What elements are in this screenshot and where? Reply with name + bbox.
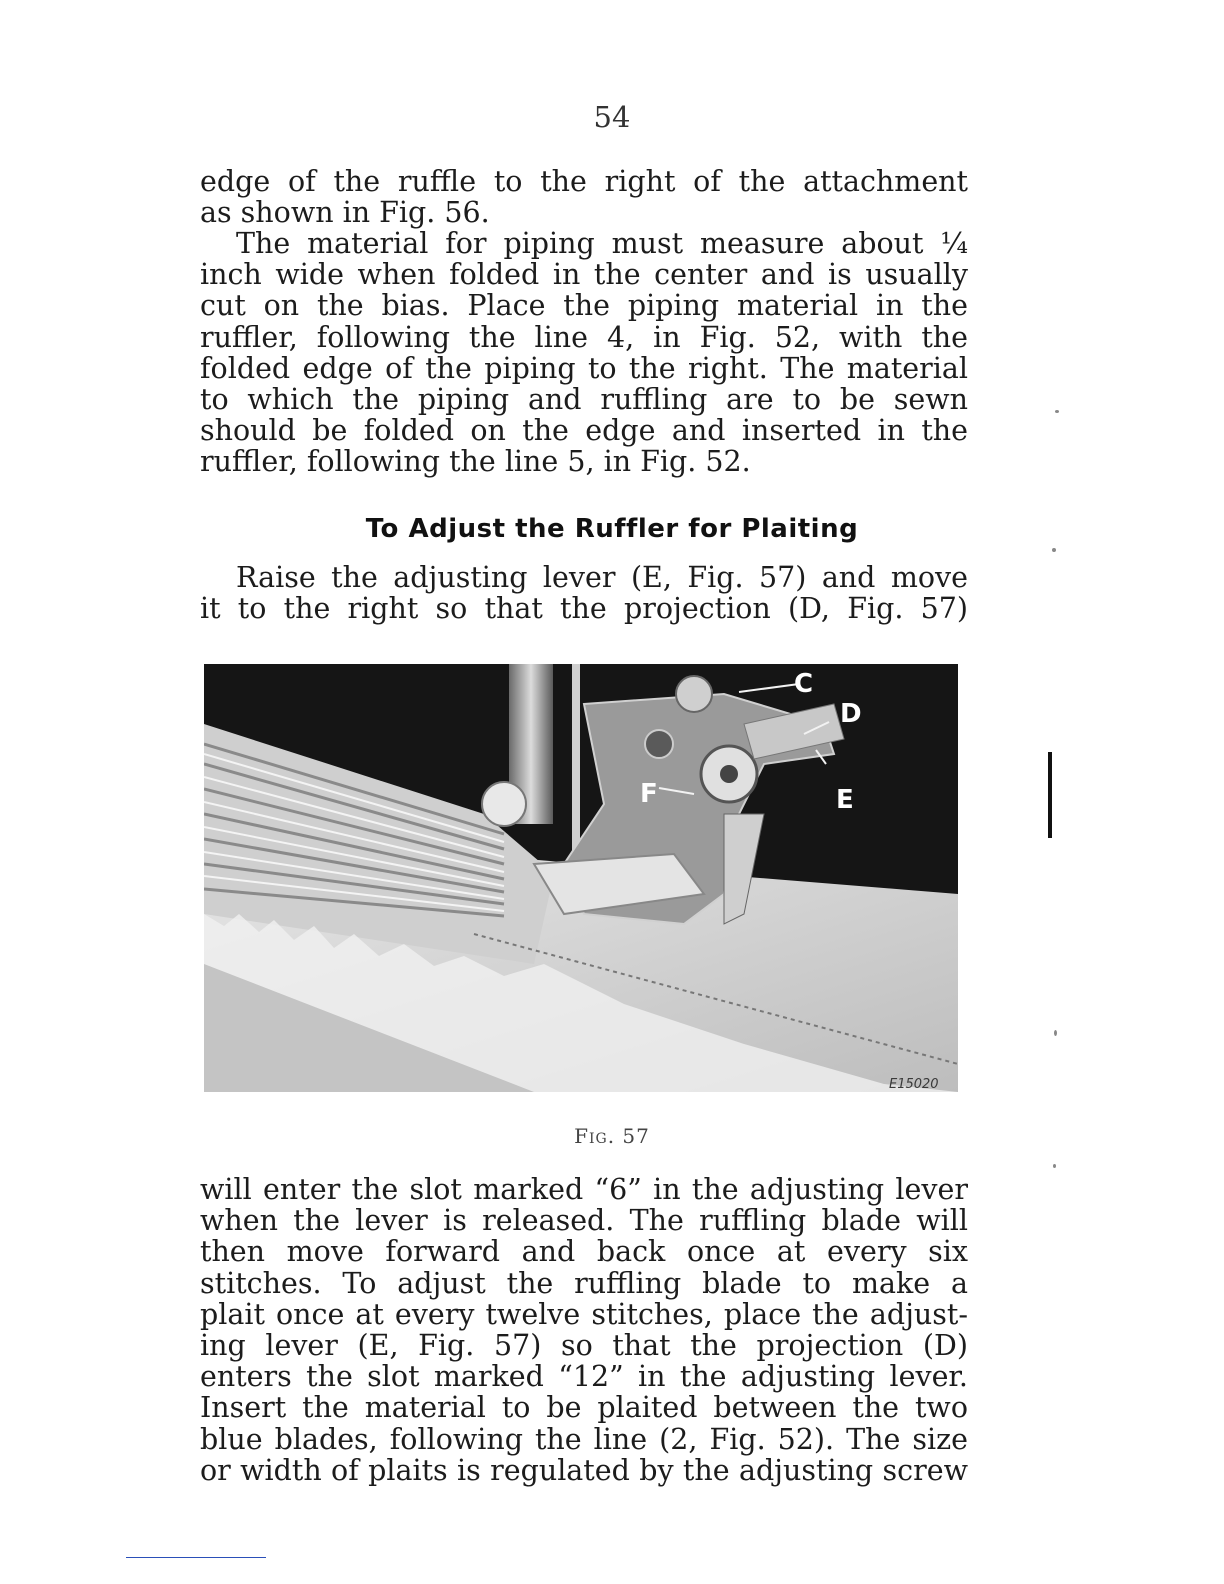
text-line: cut on the bias. Place the piping material in the [200, 289, 968, 323]
text-line: it to the right so that the projection (D, Fig. 57) [200, 592, 968, 626]
text-line: folded edge of the piping to the right. The material [200, 351, 968, 385]
scan-speck [1054, 1030, 1057, 1036]
plate-code: E15020 [889, 1077, 939, 1092]
page-number: 54 [593, 100, 631, 134]
text-line: stitches. To adjust the ruffling blade to make a [200, 1266, 968, 1300]
figure-caption: Fig. 57 [574, 1124, 650, 1148]
figure-label-d: D [840, 699, 862, 729]
section-heading: To Adjust the Ruffler for Plaiting [365, 514, 859, 544]
text-line: ing lever (E, Fig. 57) so that the projection (D) [200, 1329, 968, 1363]
paragraph-piping [200, 228, 968, 478]
footer-rule [126, 1557, 266, 1558]
text-line: blue blades, following the line (2, Fig. 52). The size [200, 1422, 968, 1456]
scan-speck [1052, 548, 1056, 552]
paragraph-ruffle-edge [200, 166, 968, 228]
text-line: Insert the material to be plaited between the two [200, 1391, 968, 1425]
text-line: when the lever is released. The ruffling blade will [200, 1204, 968, 1238]
figure-label-f: F [640, 779, 658, 809]
text-line: as shown in Fig. 56. [200, 196, 490, 230]
figure-label-c: C [794, 669, 814, 699]
text-line: to which the piping and ruffling are to be sewn [200, 383, 968, 417]
text-line: should be folded on the edge and inserted in the [200, 414, 968, 448]
text-line: plait once at every twelve stitches, place the adjust- [200, 1297, 968, 1331]
text-line: will enter the slot marked “6” in the adjusting lever [200, 1173, 968, 1206]
text-line: enters the slot marked “12” in the adjusting lever. [200, 1360, 968, 1394]
scan-speck [1055, 410, 1059, 413]
text-line: ruffler, following the line 5, in Fig. 52. [200, 445, 751, 479]
text-line: edge of the ruffle to the right of the attachment [200, 165, 968, 198]
figure-57-ruffler-illustration [204, 664, 958, 1092]
figure-label-e: E [836, 785, 854, 815]
text-line: The material for piping must measure about ¼ [236, 227, 968, 260]
scan-speck [1053, 1164, 1056, 1168]
text-line: ruffler, following the line 4, in Fig. 52, with the [200, 320, 968, 354]
paragraph-raise-lever [200, 562, 968, 624]
ruffler-photo [204, 664, 958, 1092]
text-line: Raise the adjusting lever (E, Fig. 57) and move [236, 561, 968, 594]
adjusting-screw [676, 676, 712, 712]
text-line: or width of plaits is regulated by the adjusting screw [200, 1453, 968, 1487]
paragraph-slot-adjustment [200, 1174, 968, 1486]
text-line: inch wide when folded in the center and is usually [200, 258, 968, 292]
presser-knob [482, 782, 526, 826]
text-line: then move forward and back once at every six [200, 1235, 968, 1269]
scan-edge-mark [1048, 752, 1052, 838]
